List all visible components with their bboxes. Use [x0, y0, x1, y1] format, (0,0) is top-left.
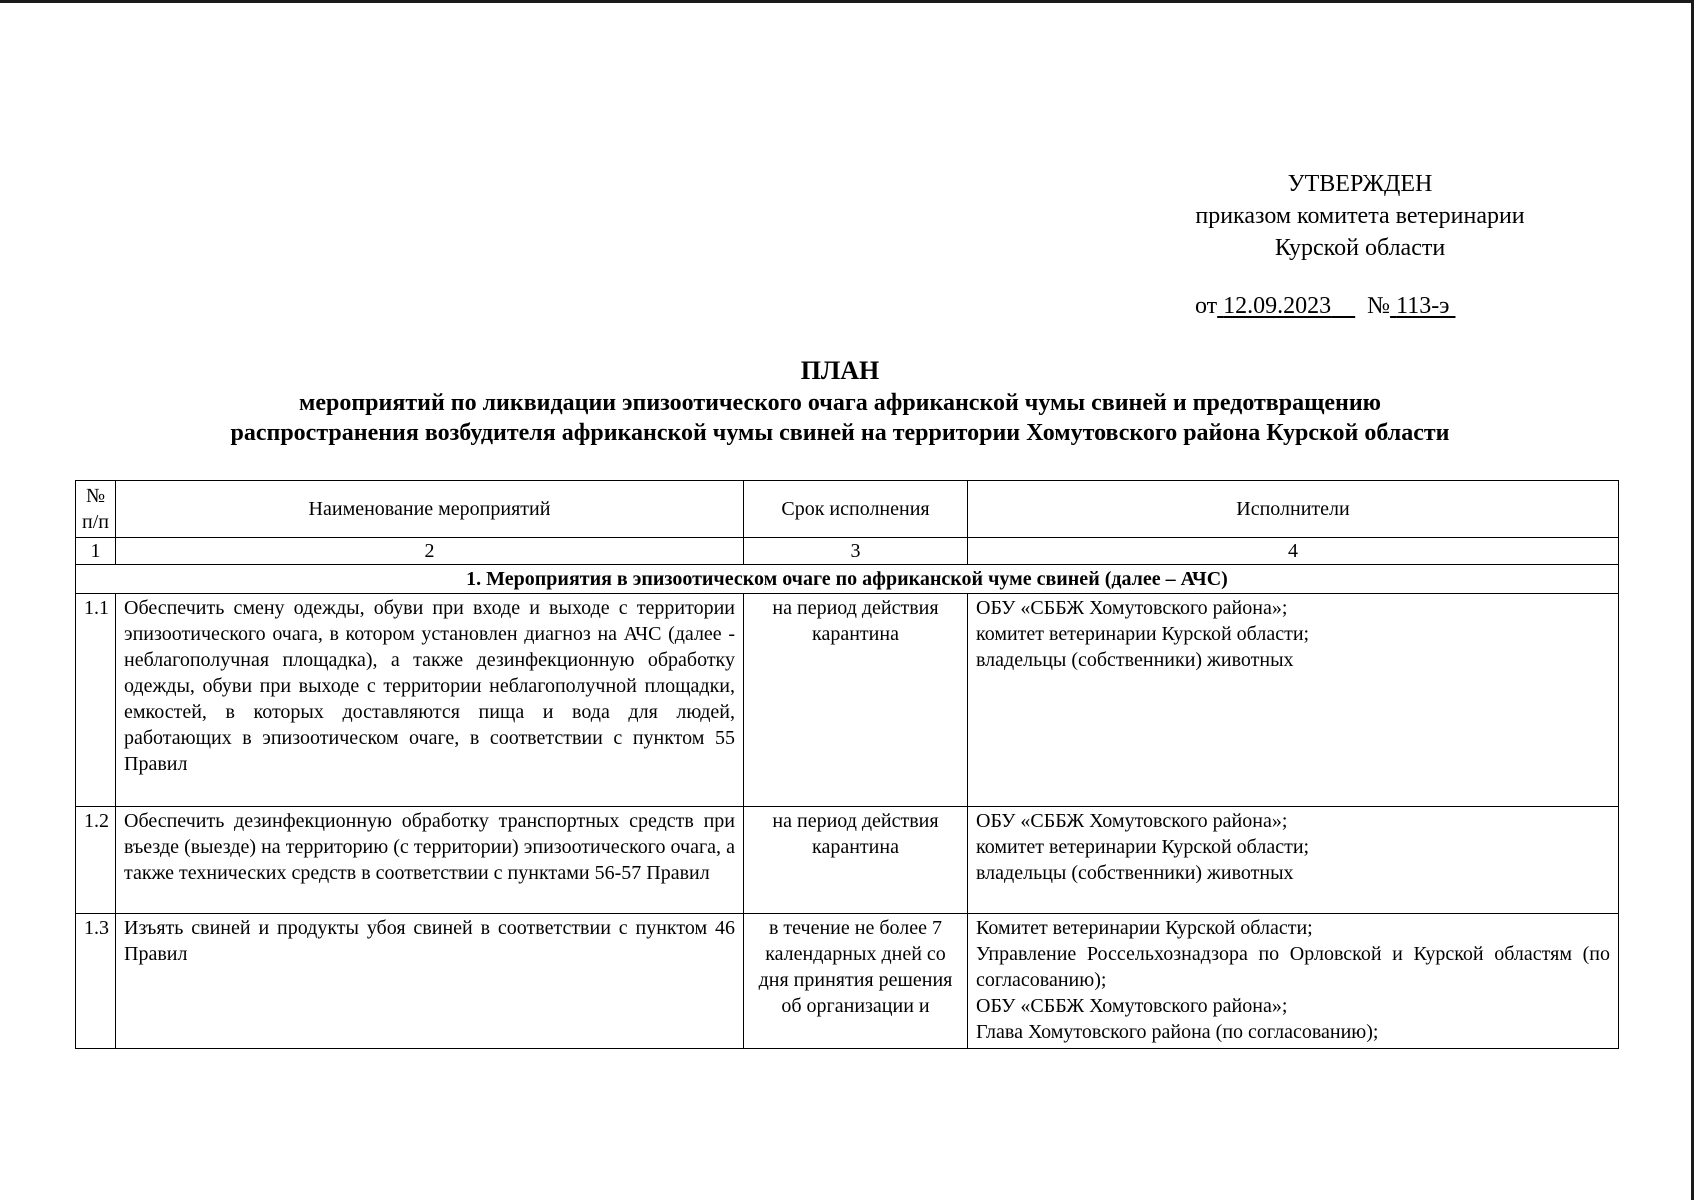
row-executors	[968, 807, 1619, 914]
header-executors: Исполнители	[968, 481, 1619, 538]
title-line-1: мероприятий по ликвидации эпизоотического очага африканской чумы свиней и предотвращению	[298, 390, 1382, 416]
executor: комитет ветеринарии Курской области;	[976, 836, 1310, 858]
table-header	[76, 481, 1619, 538]
document-title	[80, 356, 1600, 448]
executor: владельцы (собственники) животных	[976, 862, 1294, 884]
row-executors	[968, 914, 1619, 1049]
row-num: 1.3	[76, 914, 116, 1049]
section-title: 1. Мероприятия в эпизоотическом очаге по африканской чуме свиней (далее – АЧС)	[76, 565, 1619, 594]
header-num: № п/п	[76, 481, 116, 538]
executor: ОБУ «СББЖ Хомутовского района»;	[976, 597, 1288, 619]
row-executors	[968, 594, 1619, 807]
row-name: Изъять свиней и продукты убоя свиней в соответствии с пунктом 46 Правил	[116, 914, 744, 1049]
approval-number: 113-э	[1396, 293, 1450, 319]
row-term: на период действия карантина	[744, 594, 968, 807]
column-index-row	[76, 538, 1619, 565]
executor: владельцы (собственники) животных	[976, 649, 1294, 671]
executor: Комитет ветеринарии Курской области;	[976, 917, 1313, 939]
row-term: в течение не более 7 календарных дней со дня принятия решения об организации и	[744, 914, 968, 1049]
row-num: 1.2	[76, 807, 116, 914]
row-num: 1.1	[76, 594, 116, 807]
column-index: 3	[744, 538, 968, 565]
executor: Управление Россельхознадзора по Орловской и Курской областям (по согласованию);	[976, 943, 1610, 991]
approval-line-2: приказом комитета ветеринарии	[1195, 203, 1525, 229]
approval-line-3: Курской области	[1274, 235, 1446, 261]
executor: ОБУ «СББЖ Хомутовского района»;	[976, 810, 1288, 832]
title-heading: ПЛАН	[800, 356, 880, 385]
scan-edge-top	[0, 0, 1694, 3]
approval-date-line	[1195, 292, 1455, 320]
header-term: Срок исполнения	[744, 481, 968, 538]
executor: комитет ветеринарии Курской области;	[976, 623, 1310, 645]
executor: ОБУ «СББЖ Хомутовского района»;	[976, 995, 1288, 1017]
column-index: 1	[76, 538, 116, 565]
number-prefix: №	[1367, 293, 1391, 319]
row-name: Обеспечить дезинфекционную обработку транспортных средств при въезде (выезде) на территорию (с территории) эпизоотического очага, а также технических средств в соответствии с пунктами 56-57 Правил	[116, 807, 744, 914]
header-name: Наименование мероприятий	[116, 481, 744, 538]
table-row	[76, 914, 1619, 1049]
approval-date: 12.09.2023	[1223, 293, 1332, 319]
date-prefix: от	[1195, 293, 1218, 319]
column-index: 4	[968, 538, 1619, 565]
section-row	[76, 565, 1619, 594]
row-term: на период действия карантина	[744, 807, 968, 914]
table-row	[76, 594, 1619, 807]
column-index: 2	[116, 538, 744, 565]
row-name: Обеспечить смену одежды, обуви при входе и выходе с территории эпизоотического очага, в котором установлен диагноз на АЧС (далее - неблагополучная площадка), а также дезинфекционную обработку одежды, обуви при выходе с территории неблагополучной площадки, емкостей, в которых доставляются пища и вода для людей, работающих в эпизоотическом очаге, в соответствии с пунктом 55 Правил	[116, 594, 744, 807]
title-line-2: распространения возбудителя африканской чумы свиней на территории Хомутовского района Курской области	[230, 420, 1450, 446]
approval-stamp	[1150, 168, 1570, 264]
approval-line-1: УТВЕРЖДЕН	[1287, 171, 1433, 197]
table-row	[76, 807, 1619, 914]
executor: Глава Хомутовского района (по согласованию);	[976, 1021, 1379, 1043]
plan-table	[75, 480, 1619, 1049]
